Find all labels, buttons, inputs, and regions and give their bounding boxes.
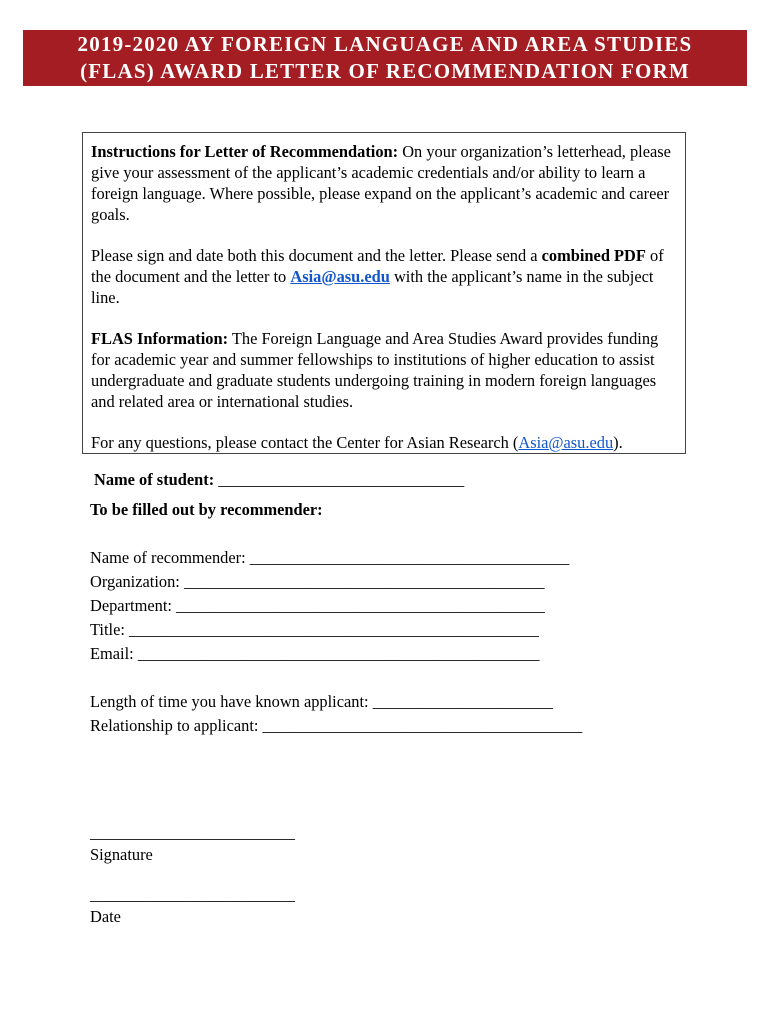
title-row (90, 620, 539, 640)
form-title-line2: (FLAS) AWARD LETTER OF RECOMMENDATION FORM (80, 59, 690, 83)
organization-row (90, 572, 545, 592)
relationship-row (90, 716, 582, 736)
recommender-name-label: Name of recommender: (90, 548, 246, 567)
date-line[interactable]: _________________________ (90, 885, 295, 904)
instructions-paragraph (91, 141, 677, 225)
title-label: Title: (90, 620, 125, 639)
contact-email-link[interactable]: Asia@asu.edu (518, 433, 614, 452)
email-row (90, 644, 539, 664)
combined-pdf-text: combined PDF (541, 246, 646, 265)
submission-text-b: of the document and the letter to (91, 246, 664, 286)
department-field[interactable]: _____________________________________________ (176, 596, 545, 615)
relationship-field[interactable]: _______________________________________ (262, 716, 583, 735)
recommender-name-row (90, 548, 569, 568)
flas-info-paragraph (91, 328, 677, 412)
recommender-heading: To be filled out by recommender: (90, 500, 323, 519)
instructions-text: On your organization’s letterhead, please give your assessment of the applicant’s academic credentials and/or ability to learn a foreign language. Where possible, please expand on the applicant’s academic and career goals. (91, 142, 671, 224)
email-link[interactable]: Asia@asu.edu (290, 267, 390, 286)
title-field[interactable]: __________________________________________________ (129, 620, 539, 639)
flas-info-text: The Foreign Language and Area Studies Award provides funding for academic year and summer fellowships to institutions of higher education to assist undergraduate and graduate students undergoing training in modern foreign languages and related area or international studies. (91, 329, 659, 411)
email-label: Email: (90, 644, 134, 663)
submission-text-c: with the applicant’s name in the subject line. (91, 267, 654, 307)
instructions-heading: Instructions for Letter of Recommendation: (91, 142, 399, 161)
contact-text-a: For any questions, please contact the Center for Asian Research ( (91, 433, 519, 452)
relationship-label: Relationship to applicant: (90, 716, 259, 735)
student-name-field[interactable]: ______________________________ (218, 470, 465, 489)
contact-text-b: ). (613, 433, 623, 452)
known-duration-row (90, 692, 553, 712)
student-name-label: Name of student: (94, 470, 215, 489)
organization-label: Organization: (90, 572, 180, 591)
organization-field[interactable]: ____________________________________________ (183, 572, 545, 591)
department-label: Department: (90, 596, 172, 615)
instructions-box (82, 132, 686, 454)
submission-paragraph (91, 245, 677, 308)
date-label: Date (90, 907, 121, 926)
department-row (90, 596, 545, 616)
recommender-name-field[interactable]: _______________________________________ (249, 548, 570, 567)
signature-label: Signature (90, 845, 153, 864)
email-field[interactable]: _________________________________________________ (137, 644, 540, 663)
form-title-line1: 2019-2020 AY FOREIGN LANGUAGE AND AREA STUDIES (77, 32, 693, 56)
known-duration-label: Length of time you have known applicant: (90, 692, 369, 711)
known-duration-field[interactable]: ______________________ (372, 692, 553, 711)
form-title-banner (23, 30, 747, 86)
signature-line[interactable]: _________________________ (90, 823, 295, 842)
contact-paragraph (91, 432, 677, 453)
flas-info-heading: FLAS Information: (91, 329, 229, 348)
student-name-row (94, 470, 464, 490)
submission-text-a: Please sign and date both this document and the letter. Please send a (91, 246, 542, 265)
